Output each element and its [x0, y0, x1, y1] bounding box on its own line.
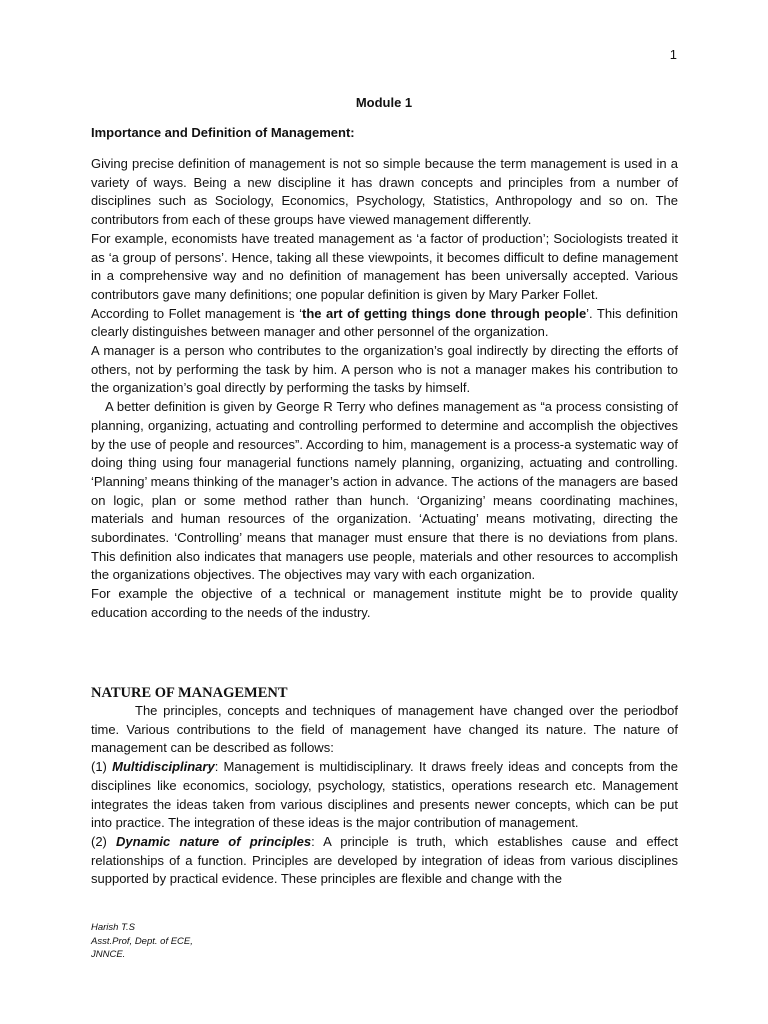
- paragraph-text: ’. This definition clearly distinguishes between manager and other personnel of the organization.: [91, 305, 679, 340]
- footer-designation: Asst.Prof, Dept. of ECE,: [91, 935, 193, 947]
- nature-intro: The principles, concepts and techniques of management have changed over the periodbof time. Various contributions to the field of management have changed its nature. The nature of management can be described as follows:: [91, 703, 678, 756]
- body-text: [91, 155, 678, 623]
- paragraph-follet-definition: [91, 305, 678, 342]
- item-number: (1): [91, 759, 113, 775]
- footer-institution: JNNCE.: [91, 949, 126, 960]
- item-term: Dynamic nature of principles: [116, 833, 312, 849]
- item-text: : A principle is truth, which establishes cause and effect relationships of a function. Principles are developed by integration of ideas from various disciplines supported by practical evidence. These principles are flexible and change with the: [91, 833, 678, 887]
- paragraph: For example the objective of a technical or management institute might be to provide quality education according to the needs of the industry.: [91, 586, 678, 620]
- item-text: : Management is multidisciplinary. It draws freely ideas and concepts from the disciplines like economics, sociology, psychology, statistics, operations research etc. Management integrates the ideas taken from various disciplines and presents newer concepts, which can be put into practice. The integration of these ideas is the major contribution of management.: [91, 759, 679, 831]
- follet-definition-emphasis: the art of getting things done through people: [302, 305, 587, 321]
- item-term: Multidisciplinary: [112, 759, 215, 775]
- section-title: Importance and Definition of Management:: [91, 125, 355, 140]
- paragraph-terry-definition: A better definition is given by George R Terry who defines management as “a process consisting of planning, organizing, actuating and controlling performed to determine and accomplish the objectives by the use of people and resources”. According to him, management is a process-a systematic way of doing thing using four managerial functions namely planning, organizing, actuating and controlling. ‘Planning’ means thinking of the manager’s action in advance. The actions of the managers are based on logic, plan or some method rather than hunch. ‘Organizing’ means coordinating machines, materials and human resources of the organization. ‘Actuating’ means motivating, directing the subordinates. ‘Controlling’ means that manager must ensure that there is no deviations from plans. This definition also indicates that managers use people, materials and other resources to accomplish the organizations objectives. The objectives may vary with each organization.: [91, 399, 678, 583]
- paragraph-text: According to Follet management is ‘: [91, 305, 303, 321]
- footer-author: Harish T.S: [91, 922, 135, 933]
- paragraph: Giving precise definition of management is not so simple because the term management is used in a variety of ways. Being a new discipline it has drawn concepts and principles from a number of disciplines such as Sociology, Economics, Psychology, Statistics, Anthropology and so on. The contributors from each of these groups have viewed management differently.: [91, 156, 678, 228]
- footer: [91, 921, 193, 962]
- paragraph: A manager is a person who contributes to the organization’s goal indirectly by directing the efforts of others, not by performing the task by him. A person who is not a manager makes his contribution to the organization’s goal directly by performing the tasks by himself.: [91, 343, 678, 396]
- paragraph: For example, economists have treated management as ‘a factor of production’; Sociologists treated it as ‘a group of persons’. Hence, taking all these viewpoints, it becomes difficult to define management in a comprehensive way and no definition of management has been universally accepted. Various contributors gave many definitions; one popular definition is given by Mary Parker Follet.: [91, 230, 678, 302]
- module-title: Module 1: [355, 95, 413, 110]
- nature-heading: NATURE OF MANAGEMENT: [91, 685, 288, 701]
- nature-item-multidisciplinary: [91, 758, 678, 833]
- page-number: 1: [669, 47, 677, 62]
- nature-item-dynamic-principles: [91, 833, 678, 889]
- nature-section: [91, 702, 678, 889]
- item-number: (2): [91, 833, 117, 849]
